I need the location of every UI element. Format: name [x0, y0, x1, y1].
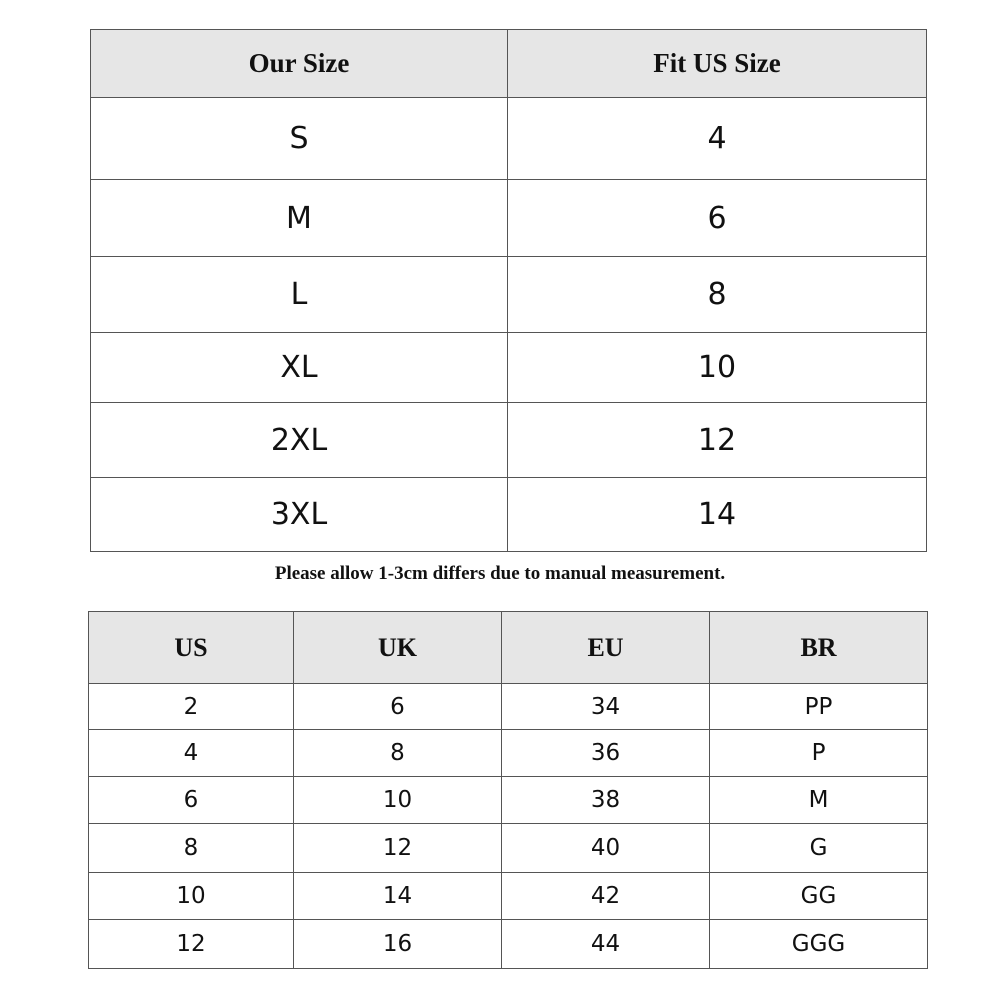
size-chart-table — [90, 29, 927, 552]
br-cell: PP — [710, 684, 928, 730]
us-cell: 2 — [89, 684, 294, 730]
our-size-cell: L — [91, 257, 508, 333]
our-size-cell: 2XL — [91, 403, 508, 478]
eu-cell: 44 — [502, 920, 710, 969]
eu-cell: 42 — [502, 873, 710, 920]
table-row — [89, 873, 928, 920]
table-row — [89, 920, 928, 969]
us-size-cell: 4 — [508, 98, 927, 180]
us-size-cell: 6 — [508, 180, 927, 257]
uk-cell: 8 — [294, 730, 502, 777]
br-cell: P — [710, 730, 928, 777]
us-size-cell: 12 — [508, 403, 927, 478]
us-size-cell: 8 — [508, 257, 927, 333]
header-us: US — [89, 612, 294, 684]
header-fit-us-size: Fit US Size — [508, 30, 927, 98]
table-row — [89, 777, 928, 824]
eu-cell: 34 — [502, 684, 710, 730]
eu-cell: 36 — [502, 730, 710, 777]
our-size-cell: XL — [91, 333, 508, 403]
table-header-row — [89, 612, 928, 684]
table-row — [91, 180, 927, 257]
table-row — [91, 257, 927, 333]
uk-cell: 16 — [294, 920, 502, 969]
eu-cell: 38 — [502, 777, 710, 824]
table-row — [89, 824, 928, 873]
us-cell: 8 — [89, 824, 294, 873]
us-cell: 4 — [89, 730, 294, 777]
table-row — [91, 333, 927, 403]
br-cell: GG — [710, 873, 928, 920]
table-row — [89, 684, 928, 730]
table-header-row — [91, 30, 927, 98]
us-size-cell: 14 — [508, 478, 927, 552]
br-cell: M — [710, 777, 928, 824]
header-eu: EU — [502, 612, 710, 684]
header-uk: UK — [294, 612, 502, 684]
table-row — [91, 98, 927, 180]
us-size-cell: 10 — [508, 333, 927, 403]
measurement-note: Please allow 1-3cm differs due to manual measurement. — [274, 563, 726, 584]
our-size-cell: 3XL — [91, 478, 508, 552]
us-cell: 12 — [89, 920, 294, 969]
us-cell: 10 — [89, 873, 294, 920]
uk-cell: 6 — [294, 684, 502, 730]
our-size-cell: M — [91, 180, 508, 257]
uk-cell: 12 — [294, 824, 502, 873]
uk-cell: 14 — [294, 873, 502, 920]
table-row — [89, 730, 928, 777]
header-our-size: Our Size — [91, 30, 508, 98]
table-row — [91, 403, 927, 478]
table-row — [91, 478, 927, 552]
uk-cell: 10 — [294, 777, 502, 824]
br-cell: G — [710, 824, 928, 873]
us-cell: 6 — [89, 777, 294, 824]
size-conversion-table — [88, 611, 928, 969]
eu-cell: 40 — [502, 824, 710, 873]
header-br: BR — [710, 612, 928, 684]
br-cell: GGG — [710, 920, 928, 969]
our-size-cell: S — [91, 98, 508, 180]
